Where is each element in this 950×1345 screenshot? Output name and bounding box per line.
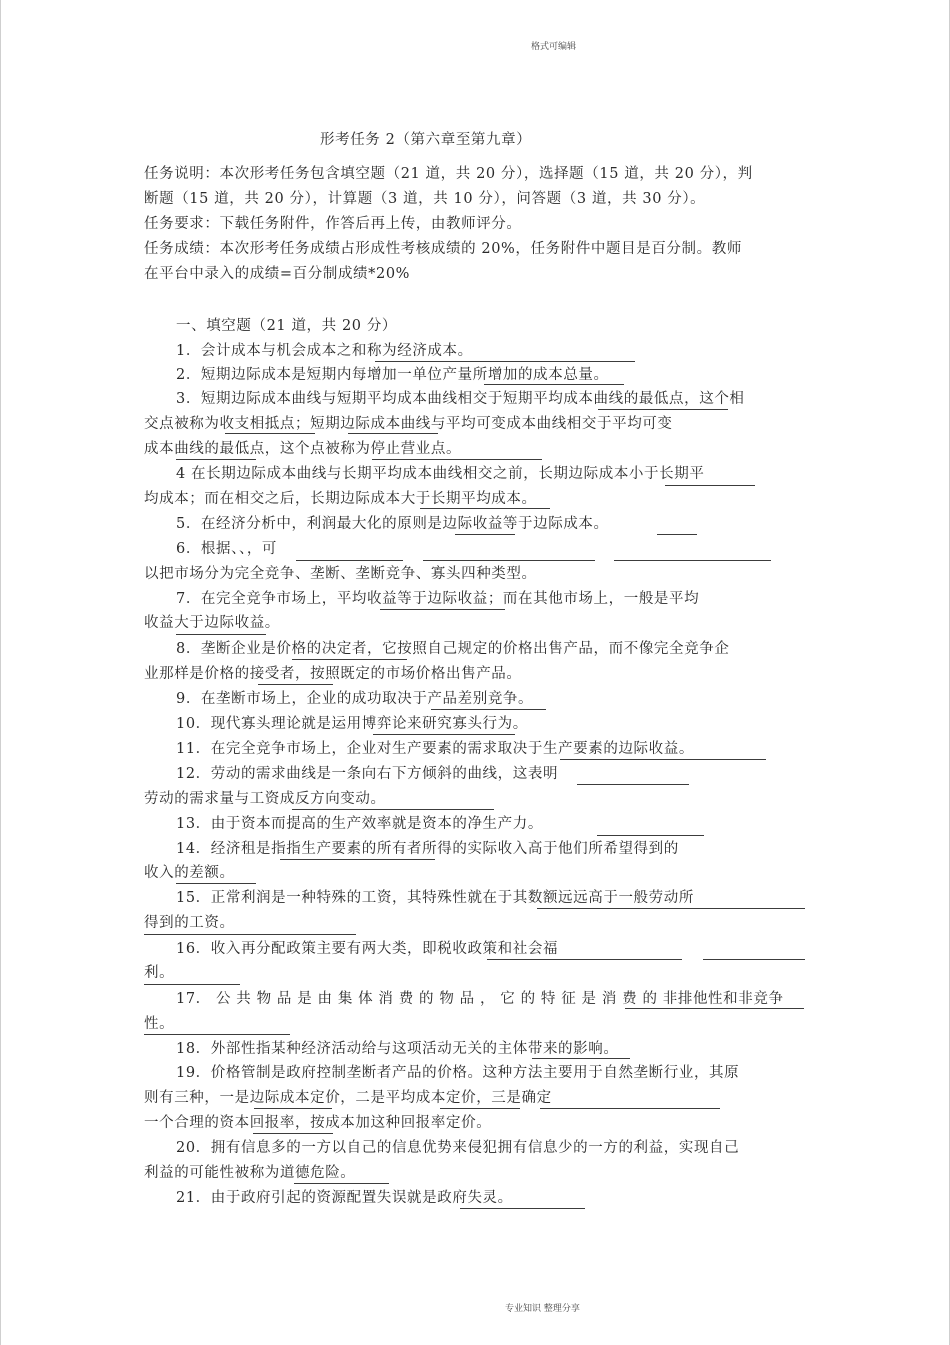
question-line: 18．外部性指某种经济活动给与这项活动无关的主体带来的影响。 (176, 1041, 619, 1057)
intro-line: 任务说明：本次形考任务包含填空题（21 道，共 20 分），选择题（15 道，共 20 分），判 (144, 166, 753, 182)
answer-underline (431, 709, 546, 710)
question-line: 12．劳动的需求曲线是一条向右下方倾斜的曲线，这表明 (176, 766, 559, 782)
answer-underline (375, 361, 635, 362)
question-line: 收入的差额。 (144, 865, 235, 881)
answer-underline (176, 883, 256, 884)
page-header: 格式可编辑 (531, 42, 577, 52)
question-line: 得到的工资。 (144, 915, 235, 931)
answer-underline (144, 1034, 290, 1035)
answer-underline (560, 759, 766, 760)
question-line: 均成本；而在相交之后，长期边际成本大于长期平均成本。 (144, 491, 537, 507)
question-line: 劳动的需求量与工资成反方向变动。 (144, 791, 386, 807)
answer-underline (532, 1058, 630, 1059)
intro-line: 任务要求：下载任务附件，作答后再上传，由教师评分。 (144, 216, 522, 232)
question-line: 15．正常利润是一种特殊的工资，其特殊性就在于其数额远远高于一般劳动所 (176, 890, 694, 906)
answer-underline (176, 634, 266, 635)
answer-underline (540, 1108, 720, 1109)
question-line: 以把市场分为完全竞争、垄断、垄断竞争、寡头四种类型。 (144, 566, 537, 582)
question-line: 10．现代寡头理论就是运用博弈论来研究寡头行为。 (176, 716, 528, 732)
answer-underline (484, 384, 624, 385)
answer-underline (372, 459, 542, 460)
intro-line: 断题（15 道，共 20 分），计算题（3 道，共 10 分），问答题（3 道，共 30 分）。 (144, 191, 706, 207)
question-line: 6．根据、、，可 (176, 541, 278, 557)
question-line: 利。 (144, 965, 175, 981)
answer-underline (144, 934, 356, 935)
answer-underline (597, 835, 704, 836)
question-line: 1．会计成本与机会成本之和称为经济成本。 (176, 343, 473, 359)
question-line: 性。 (144, 1016, 175, 1032)
question-line: 19．价格管制是政府控制垄断者产品的价格。这种方法主要用于自然垄断行业，其原 (176, 1065, 740, 1081)
answer-underline (423, 560, 595, 561)
answer-underline (380, 609, 505, 610)
question-line: 2．短期边际成本是短期内每增加一单位产量所增加的成本总量。 (176, 367, 609, 383)
answer-underline (373, 734, 515, 735)
question-line: 14．经济租是指指生产要素的所有者所得的实际收入高于他们所希望得到的 (176, 841, 679, 857)
question-line: 13．由于资本而提高的生产效率就是资本的净生产力。 (176, 816, 543, 832)
answer-underline (614, 560, 771, 561)
question-line: 21．由于政府引起的资源配置失误就是政府失灵。 (176, 1190, 513, 1206)
answer-underline (280, 859, 435, 860)
answer-underline (296, 560, 403, 561)
answer-underline (292, 659, 407, 660)
question-line: 17． 公 共 物 品 是 由 集 体 消 费 的 物 品 ， 它 的 特 征 是 消 费 的 非排他性和非竞争 (176, 991, 784, 1007)
question-line: 4 在长期边际成本曲线与长期平均成本曲线相交之前，长期边际成本小于长期平 (176, 466, 705, 482)
answer-underline (253, 1133, 333, 1134)
intro-line: 在平台中录入的成绩=百分制成绩*20% (144, 266, 411, 282)
answer-underline (176, 459, 256, 460)
question-line: 8．垄断企业是价格的决定者，它按照自己规定的价格出售产品，而不像完全竞争企 (176, 641, 730, 657)
answer-underline (144, 984, 240, 985)
answer-underline (625, 1008, 804, 1009)
question-line: 5．在经济分析中，利润最大化的原则是边际收益等于边际成本。 (176, 516, 609, 532)
intro-line: 任务成绩：本次形考任务成绩占形成性考核成绩的 20%，任务附件中题目是百分制。教师 (144, 241, 742, 257)
answer-underline (258, 684, 333, 685)
answer-underline (657, 534, 697, 535)
answer-underline (460, 1208, 585, 1209)
answer-underline (225, 433, 315, 434)
question-line: 7．在完全竞争市场上，平均收益等于边际收益；而在其他市场上，一般是平均 (176, 591, 700, 607)
answer-underline (294, 1183, 389, 1184)
question-line: 交点被称为收支相抵点；短期边际成本曲线与平均可变成本曲线相交于平均可变 (144, 416, 673, 432)
section-heading: 一、填空题（21 道，共 20 分） (176, 318, 398, 334)
question-line: 20．拥有信息多的一方以自己的信息优势来侵犯拥有信息少的一方的利益，实现自己 (176, 1140, 740, 1156)
question-line: 11．在完全竞争市场上，企业对生产要素的需求取决于生产要素的边际收益。 (176, 741, 694, 757)
document-title: 形考任务 2（第六章至第九章） (320, 132, 532, 148)
answer-underline (598, 409, 728, 410)
answer-underline (420, 508, 550, 509)
answer-underline (292, 809, 494, 810)
answer-underline (487, 959, 682, 960)
question-line: 一个合理的资本回报率，按成本加这种回报率定价。 (144, 1115, 492, 1131)
answer-underline (440, 1108, 520, 1109)
question-line: 9．在垄断市场上，企业的成功取决于产品差别竞争。 (176, 691, 534, 707)
page-footer: 专业知识 整理分享 (505, 1304, 580, 1314)
answer-underline (537, 908, 805, 909)
answer-underline (665, 485, 755, 486)
question-line: 成本曲线的最低点，这个点被称为停止营业点。 (144, 441, 462, 457)
answer-underline (348, 433, 438, 434)
question-line: 利益的可能性被称为道德危险。 (144, 1165, 356, 1181)
question-line: 业那样是价格的接受者，按照既定的市场价格出售产品。 (144, 666, 522, 682)
answer-underline (455, 534, 515, 535)
answer-underline (254, 1108, 332, 1109)
question-line: 16．收入再分配政策主要有两大类，即税收政策和社会福 (176, 941, 559, 957)
question-line: 则有三种，一是边际成本定价，二是平均成本定价，三是确定 (144, 1090, 552, 1106)
answer-underline (703, 959, 805, 960)
question-line: 3．短期边际成本曲线与短期平均成本曲线相交于短期平均成本曲线的最低点，这个相 (176, 391, 745, 407)
answer-underline (577, 784, 689, 785)
question-line: 收益大于边际收益。 (144, 615, 280, 631)
